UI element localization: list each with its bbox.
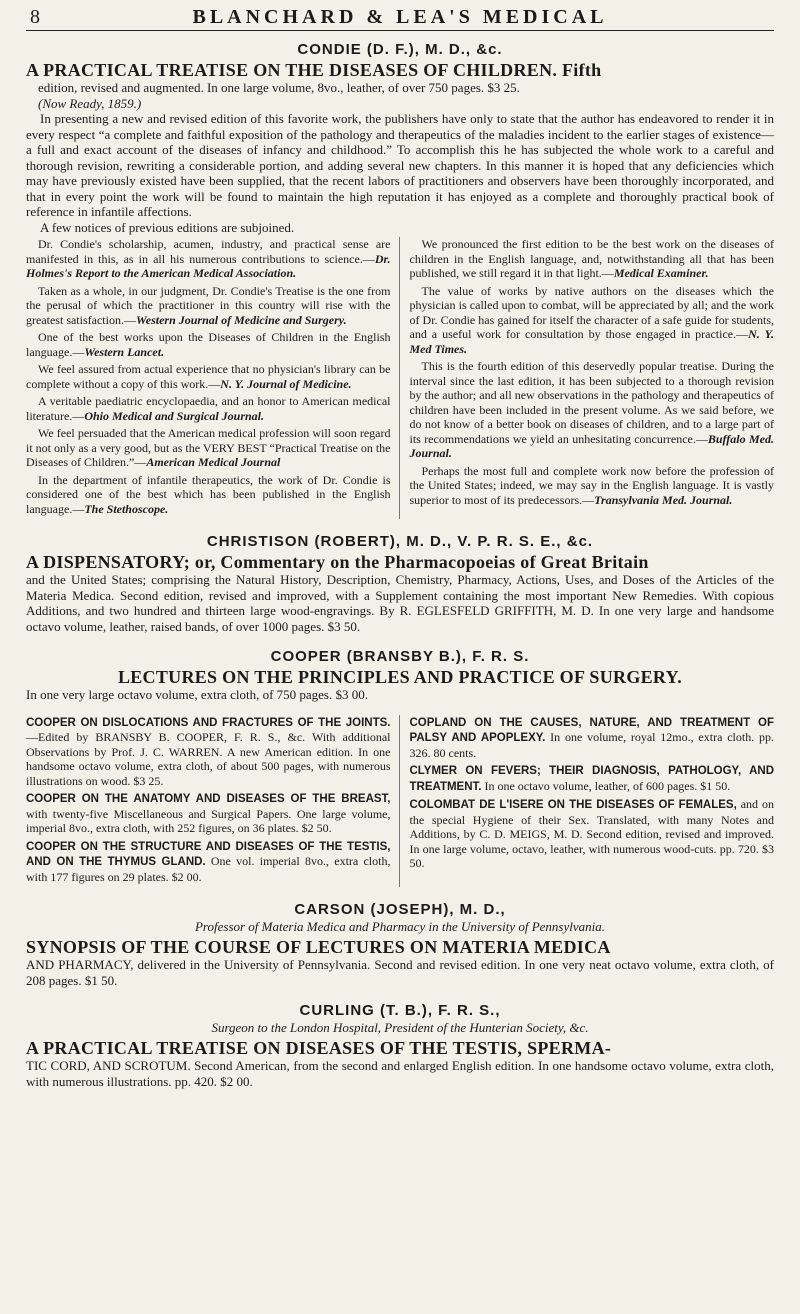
related-book: COPLAND ON THE CAUSES, NATURE, AND TREATMENT OF PALSY AND APOPLEXY. In one volume, royal 12mo., extra cloth. pp. 326. 80 cents. — [409, 716, 774, 760]
reviews-right — [410, 237, 775, 519]
book-description: TIC CORD, AND SCROTUM. Second American, from the second and enlarged English edition. In one handsome octavo volume, extra cloth, with numerous illustrations. pp. 420. $2 00. — [26, 1058, 774, 1089]
intro-paragraph: In presenting a new and revised edition of this favorite work, the publishers have only to state that the author has endeavored to render it in every respect “a complete and faithful exposition of the pathology and therapeutics of the maladies incident to the earlier stages of existence—a full and exact account of the diseases of infancy and childhood.” To accomplish this he has subjected the whole work to a careful and thorough revision, rewriting a considerable portion, and adding several new chapters. In this manner it is hoped that any deficiencies which may have previously existed have been supplied, that the recent labors of practitioners and observers have been thoroughly incorporated, and that in every point the work will be found to maintain the high reputation it has enjoyed as a complete and thoroughly practical book of reference in infantile affections. — [26, 111, 774, 219]
related-book: COOPER ON DISLOCATIONS AND FRACTURES OF THE JOINTS.—Edited by BRANSBY B. COOPER, F. R. S., &c. With additional Observations by Prof. J. C. WARREN. A new American edition. In one handsome octavo volume, extra cloth, of about 500 pages, with numerous illustrations on wood. $3 25. — [26, 716, 391, 788]
review: Dr. Condie's scholarship, acumen, industry, and practical sense are manifested in this, as in all his numerous contributions to science.—Dr. Holmes's Report to the American Medical Association. — [26, 237, 391, 280]
related-books-right — [410, 715, 775, 888]
review: We feel assured from actual experience that no physician's library can be complete without a copy of this work.—N. Y. Journal of Medicine. — [26, 362, 391, 391]
review: Perhaps the most full and complete work now before the profession of the United States; indeed, we may say in the English language. It is vastly superior to most of its predecessors.—Transylvania Med. Journal. — [409, 463, 774, 507]
entry-christison — [26, 533, 774, 634]
entry-condie — [26, 41, 774, 519]
running-title: BLANCHARD & LEA'S MEDICAL — [192, 6, 608, 28]
running-header — [26, 4, 774, 31]
ready-note: (Now Ready, 1859.) — [38, 95, 142, 111]
page-number: 8 — [30, 6, 40, 28]
book-title: A PRACTICAL TREATISE ON THE DISEASES OF CHILDREN. Fifth — [26, 60, 602, 80]
related-book: COOPER ON THE STRUCTURE AND DISEASES OF THE TESTIS, AND ON THE THYMUS GLAND. One vol. imperial 8vo., extra cloth, with 177 figures on 29 plates. $2 00. — [26, 840, 391, 884]
book-title: A PRACTICAL TREATISE ON DISEASES OF THE TESTIS, SPERMA- — [26, 1038, 612, 1058]
entry-curling — [26, 1002, 774, 1089]
review: The value of works by native authors on the diseases which the physician is called upon to combat, will be appreciated by all; and the work of Dr. Condie has gained for itself the character of a safe guide for students, and a useful work for consultation by those engaged in practice.—N. Y. Med Times. — [409, 283, 775, 356]
author-affiliation: Professor of Materia Medica and Pharmacy in the University of Pennsylvania. — [194, 919, 606, 934]
notices-intro: A few notices of previous editions are subjoined. — [40, 219, 295, 235]
review: In the department of infantile therapeutics, the work of Dr. Condie is considered one of the best which has been published in the English language.—The Stethoscope. — [26, 472, 391, 516]
author-heading: CARSON (JOSEPH), M. D., — [294, 901, 506, 918]
related-book: COLOMBAT DE L'ISERE ON THE DISEASES OF FEMALES, and on the special Hygiene of their Sex. Translated, with many Notes and Additions, by C. D. MEIGS, M. D. Second edition, revised and improved. In one large volume, octavo, leather, with numerous wood-cuts. pp. 720. $3 50. — [409, 797, 775, 870]
author-heading: CURLING (T. B.), F. R. S., — [299, 1002, 501, 1019]
review: This is the fourth edition of this deservedly popular treatise. During the interval since the last edition, it has been subjected to a thorough revision by the author; and all new observations in the pathology and therapeutics of children have been included in the present volume. As we said before, we do not know of a better book on diseases of children, and to a large part of its recommendations we yield an unhesitating concurrence.—Buffalo Med. Journal. — [409, 359, 774, 460]
author-heading: CONDIE (D. F.), M. D., &c. — [297, 41, 503, 58]
author-heading: CHRISTISON (ROBERT), M. D., V. P. R. S. E., &c. — [206, 533, 594, 550]
related-book: CLYMER ON FEVERS; THEIR DIAGNOSIS, PATHOLOGY, AND TREATMENT. In one octavo volume, leather, of 600 pages. $1 50. — [409, 765, 774, 793]
author-affiliation: Surgeon to the London Hospital, President of the Hunterian Society, &c. — [211, 1020, 589, 1035]
review: We feel persuaded that the American medical profession will soon regard it not only as a very good, but as the VERY BEST “Practical Treatise on the Diseases of Children.”—American Medical Journal — [26, 426, 391, 469]
book-description: and the United States; comprising the Natural History, Description, Chemistry, Pharmacy, Actions, Uses, and Doses of the Articles of the Materia Medica. Second edition, revised and improved, with a Supplement containing the most important New Remedies. With copious Additions, and two hundred and thirteen large wood-engravings. By R. EGLESFELD GRIFFITH, M. D. In one very large and handsome octavo volume, leather, raised bands, of over 1000 pages. $3 50. — [26, 572, 774, 634]
book-description: AND PHARMACY, delivered in the University of Pennsylvania. Second and revised edition. In one very neat octavo volume, extra cloth, of 208 pages. $1 50. — [26, 957, 774, 988]
review: One of the best works upon the Diseases of Children in the English language.—Western Lancet. — [26, 330, 391, 359]
review: Taken as a whole, in our judgment, Dr. Condie's Treatise is the one from the perusal of which the practitioner in this country will rise with the greatest satisfaction.—Western Journal of Medicine and Surgery. — [26, 283, 391, 327]
author-heading: COOPER (BRANSBY B.), F. R. S. — [270, 648, 530, 665]
book-title: LECTURES ON THE PRINCIPLES AND PRACTICE OF SURGERY. — [117, 667, 683, 687]
reviews-left — [26, 237, 400, 519]
related-books-left — [26, 715, 400, 888]
entry-cooper — [26, 648, 774, 887]
book-title: SYNOPSIS OF THE COURSE OF LECTURES ON MATERIA MEDICA — [26, 937, 611, 957]
entry-carson — [26, 901, 774, 988]
reviews-columns — [26, 237, 774, 519]
related-books-columns — [26, 715, 774, 888]
review: We pronounced the first edition to be the best work on the diseases of children in the English language, and, notwithstanding all that has been published, we still regard it in that light.—Medical Examiner. — [409, 237, 774, 280]
book-description: In one very large octavo volume, extra cloth, of 750 pages. $3 00. — [26, 687, 368, 702]
book-title: A DISPENSATORY; or, Commentary on the Pharmacopoeias of Great Britain — [26, 552, 649, 572]
edition-info: edition, revised and augmented. In one large volume, 8vo., leather, of over 750 pages. $3 25. (Now Ready, 1859.) — [38, 80, 520, 111]
related-book: COOPER ON THE ANATOMY AND DISEASES OF THE BREAST, with twenty-five Miscellaneous and Surgical Papers. One large volume, imperial 8vo., extra cloth, with 252 figures, on 36 plates. $2 50. — [26, 793, 391, 835]
review: A veritable paediatric encyclopaedia, and an honor to American medical literature.—Ohio Medical and Surgical Journal. — [26, 394, 391, 423]
